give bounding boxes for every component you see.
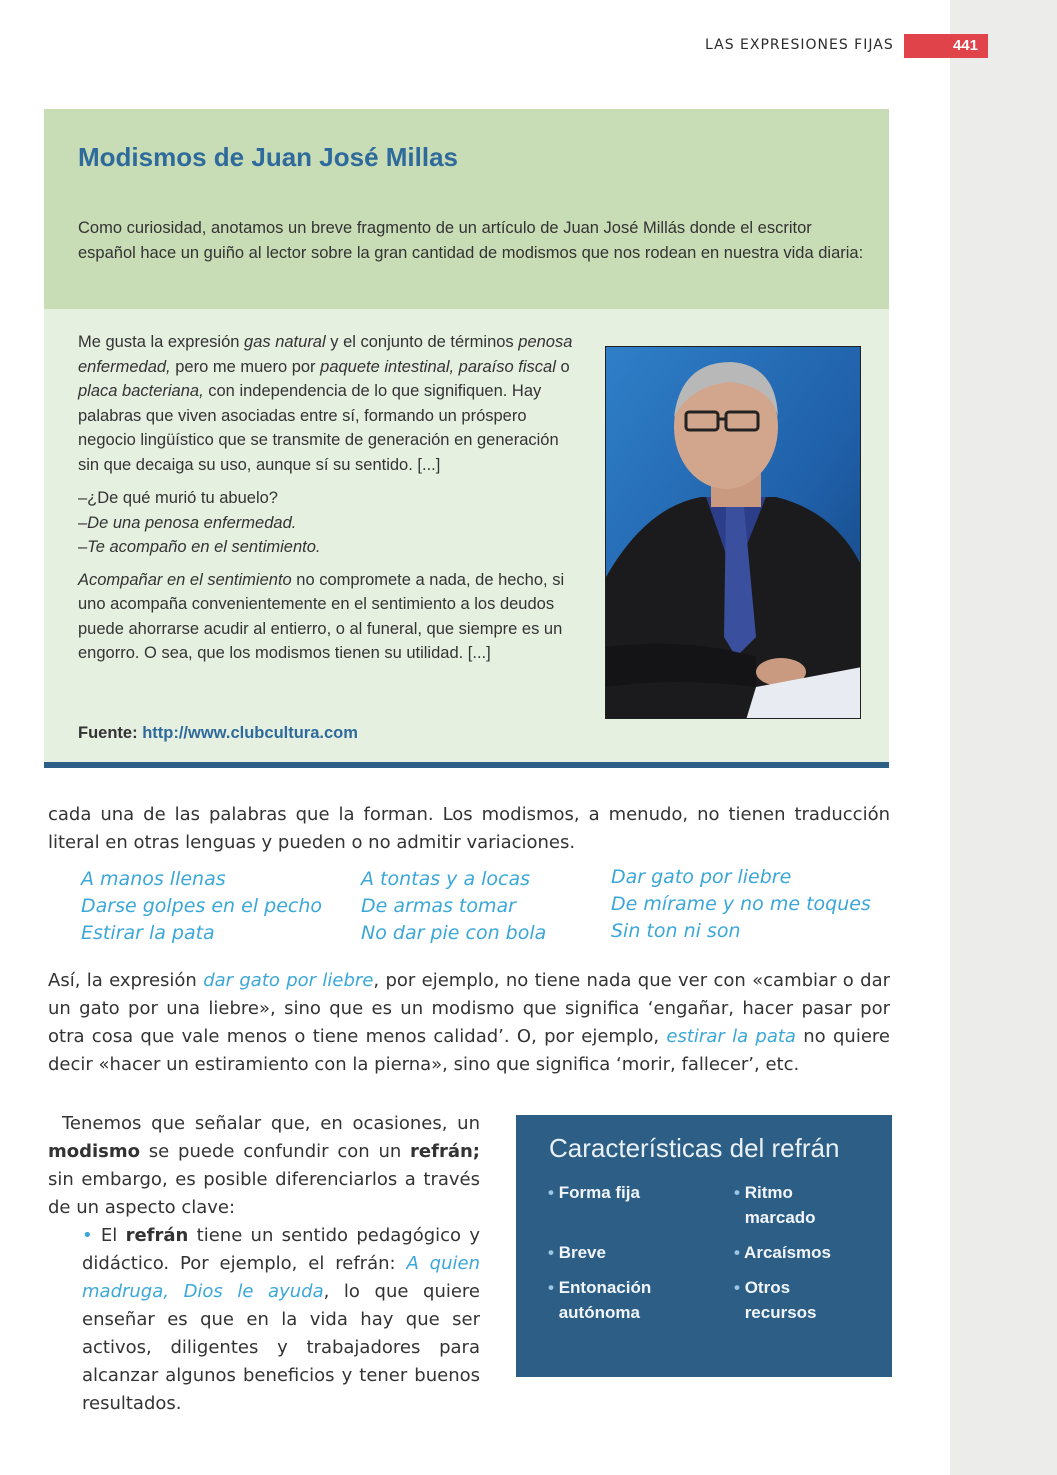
quote-paragraph-1	[78, 330, 578, 477]
bold-term: refrán	[125, 1225, 189, 1246]
author-photo	[605, 346, 861, 719]
bullet-dot: •	[734, 1278, 740, 1297]
millas-box-title: Modismos de Juan José Millas	[78, 142, 458, 172]
millas-box-intro: Como curiosidad, anotamos un breve fragmento de un artículo de Juan José Millás donde el escritor español hace un guiño al lector sobre la gran cantidad de modismos que nos rodean en nuestra vida diaria:	[78, 219, 864, 262]
dialogue-italic: –Te acompaño en el sentimiento.	[78, 538, 321, 556]
paragraph-refran	[48, 1110, 480, 1222]
highlighted-idiom: estirar la pata	[666, 1026, 796, 1047]
caracteristica-item	[734, 1180, 874, 1230]
page-number: 441	[904, 34, 988, 58]
examples-column-3	[611, 864, 871, 945]
caracteristica-label: Forma fija	[558, 1183, 640, 1202]
quote-italic: paquete intestinal, paraíso fiscal	[320, 357, 556, 376]
dialogue-italic: –De una penosa enfermedad.	[78, 513, 297, 532]
example-item: A tontas y a locas	[361, 868, 531, 890]
text-run: se puede confundir con un	[140, 1141, 411, 1162]
text-run: , por ejemplo, no tiene nada que ver con «cambiar o dar un gato por una liebre», sino que es un modismo que significa ‘engañar, hacer pasar por otra cosa que vale menos o tiene menos calidad’. O, por ejemplo,	[48, 970, 891, 1047]
quote-text: y el conjunto de términos	[325, 333, 519, 351]
dialogue-line: –¿De qué murió tu abuelo?	[78, 489, 278, 507]
example-item: Dar gato por liebre	[611, 866, 792, 888]
text-run: tiene un sentido pedagógico y didáctico. Por ejemplo, el refrán:	[82, 1225, 480, 1274]
running-title: LAS EXPRESIONES FIJAS	[705, 37, 894, 53]
text-run: Tenemos que señalar que, en ocasiones, un	[62, 1113, 480, 1134]
text-run: , lo que quiere enseñar es que en la vida hay que ser activos, diligentes y trabajadores para alcanzar algunos beneficios y tener buenos resultados.	[82, 1281, 481, 1414]
caracteristica-item	[548, 1240, 606, 1265]
highlighted-idiom: dar gato por liebre	[203, 970, 374, 991]
caracteristica-item	[734, 1240, 831, 1265]
paragraph-modismos: cada una de las palabras que la forman. Los modismos, a menudo, no tienen traducción literal en otras lenguas y pueden o no admitir variaciones.	[48, 804, 890, 853]
quote-text: con independencia de lo que signifiquen. Hay palabras que viven asociadas entre sí, formando un próspero negocio lingüístico que se transmite de generación en generación sin que decaiga su uso, aunque sí su sentido. [...]	[78, 382, 559, 474]
example-item: Estirar la pata	[81, 922, 215, 944]
dialogue-line	[78, 511, 578, 536]
caracteristica-label: Otros recursos	[744, 1278, 817, 1322]
text-run: no quiere decir «hacer un estiramiento con la pierna», sino que significa ‘morir, fallecer’, etc.	[48, 1026, 890, 1075]
source-link[interactable]: http://www.clubcultura.com	[142, 724, 358, 742]
example-item: Sin ton ni son	[611, 920, 741, 942]
caracteristica-label: Ritmo marcado	[744, 1183, 816, 1227]
text-run: Así, la expresión	[48, 970, 204, 991]
caracteristica-label: Arcaísmos	[744, 1243, 831, 1262]
caracteristicas-title: Características del refrán	[549, 1133, 840, 1163]
examples-column-1	[81, 866, 322, 947]
example-item: De mírame y no me toques	[611, 893, 871, 915]
quote-italic: gas natural	[244, 333, 326, 351]
caracteristica-label: Breve	[558, 1243, 606, 1262]
caracteristica-item	[548, 1275, 664, 1325]
bullet-dot: •	[82, 1225, 93, 1246]
highlighted-proverb: A quien madruga, Dios le ayuda	[82, 1253, 480, 1302]
caracteristica-item	[548, 1180, 640, 1205]
text-run: sin embargo, es posible diferenciarlos a través de un aspecto clave:	[48, 1169, 480, 1218]
quote-text: Me gusta la expresión	[78, 333, 245, 351]
bullet-dot: •	[548, 1243, 554, 1262]
paragraph-examples	[48, 967, 890, 1079]
millas-box-header	[44, 109, 889, 309]
caracteristicas-box	[516, 1115, 892, 1377]
millas-box	[44, 109, 889, 764]
text-run: El	[92, 1225, 126, 1246]
example-item: Darse golpes en el pecho	[81, 895, 323, 917]
quote-paragraph-2	[78, 568, 578, 666]
millas-quote	[78, 330, 578, 675]
bullet-dot: •	[548, 1183, 554, 1202]
page-margin-strip	[950, 0, 1057, 1475]
quote-italic: penosa enfermedad,	[78, 333, 573, 376]
source-label: Fuente:	[78, 724, 138, 742]
dialogue-line	[78, 535, 578, 560]
bullet-dot: •	[548, 1278, 554, 1297]
bullet-dot: •	[734, 1183, 740, 1202]
bold-term: modismo	[48, 1141, 141, 1162]
quote-text: no compromete a nada, de hecho, si uno acompaña convenientemente en el sentimiento a los deudos puede ahorrarse acudir al entierro, o al funeral, que siempre es un engorro. O sea, que los modismos tienen su utilidad. [...]	[78, 570, 565, 662]
example-item: No dar pie con bola	[361, 922, 547, 944]
box-bottom-rule	[44, 762, 889, 768]
caracteristica-item	[734, 1275, 825, 1325]
example-item: De armas tomar	[361, 895, 516, 917]
caracteristica-label: Entonación autónoma	[558, 1278, 652, 1322]
source-line	[78, 724, 358, 743]
quote-text: o	[555, 357, 570, 376]
author-photo-illustration	[606, 347, 861, 719]
refran-bullet	[82, 1222, 480, 1418]
bullet-dot: •	[734, 1243, 740, 1262]
example-item: A manos llenas	[81, 868, 226, 890]
bold-term: refrán;	[410, 1141, 480, 1162]
quote-text: pero me muero por	[170, 357, 321, 376]
quote-italic: Acompañar en el sentimiento	[78, 570, 292, 589]
examples-column-2	[361, 866, 546, 947]
quote-italic: placa bacteriana,	[78, 382, 204, 400]
